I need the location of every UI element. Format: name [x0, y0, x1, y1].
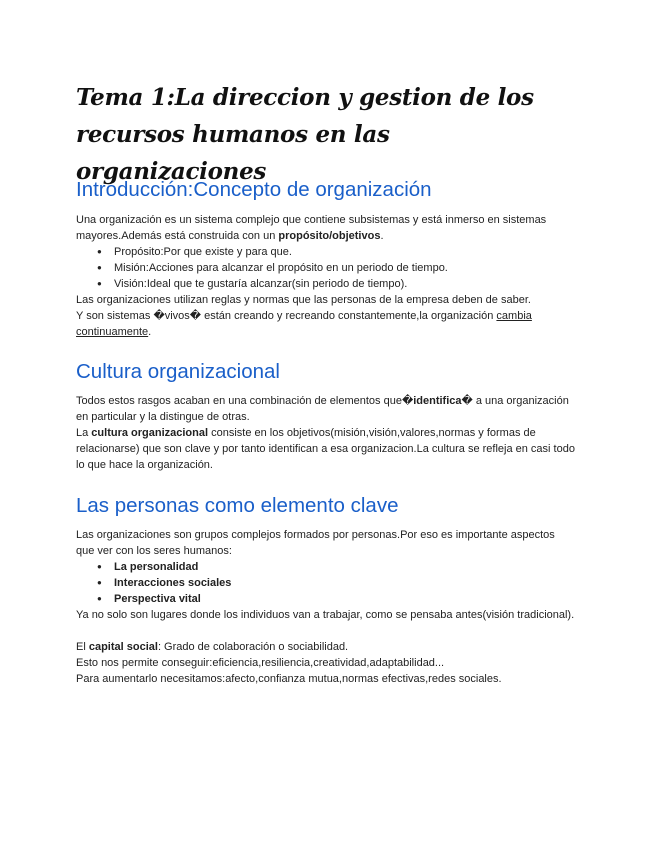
paragraph: Para aumentarlo necesitamos:afecto,confianza mutua,normas efectivas,redes sociales. — [76, 673, 502, 685]
bold-text: propósito/objetivos — [278, 230, 381, 242]
text: La — [76, 427, 92, 439]
bold-text: identifica — [413, 395, 462, 407]
document-title: Tema 1:La direccion y gestion de los recursos humanos en las organizaciones — [76, 84, 534, 185]
paragraph: Esto nos permite conseguir:eficiencia,resiliencia,creatividad,adaptabilidad... — [76, 657, 445, 669]
section-cultura — [76, 393, 576, 473]
section-personas — [76, 527, 576, 687]
underlined-text: cambia continuamente — [76, 310, 532, 338]
paragraph — [76, 393, 576, 425]
text: Todos estos rasgos acaban en una combinación de elementos que� — [76, 395, 414, 407]
bullet-list — [76, 559, 576, 607]
list-item — [114, 591, 576, 607]
paragraph — [76, 212, 576, 244]
paragraph: Las organizaciones son grupos complejos formados por personas.Por eso es importante aspectos que ver con los seres humanos: — [76, 529, 555, 557]
paragraph: Ya no solo son lugares donde los individuos van a trabajar, como se pensaba antes(visión tradicional). — [76, 609, 575, 621]
text: . — [380, 230, 384, 242]
list-item — [114, 559, 576, 575]
bold-text: La personalidad — [114, 561, 199, 573]
list-item: ● Visión:Ideal que te gustaría alcanzar(sin periodo de tiempo). — [114, 276, 576, 292]
list-item: ● Propósito:Por que existe y para que. — [114, 244, 576, 260]
text: Y son sistemas �vivos� están creando y recreando constantemente,la organización — [76, 310, 497, 322]
list-item: ● Misión:Acciones para alcanzar el propósito en un periodo de tiempo. — [114, 260, 576, 276]
bullet-list — [76, 244, 576, 292]
text: Una organización es un sistema complejo que contiene subsistemas y está inmerso en sistemas mayores.Además está construida con un — [76, 214, 547, 242]
bold-text: Interacciones sociales — [114, 577, 232, 589]
list-item — [114, 575, 576, 591]
text: consiste en los objetivos(misión,visión,valores,normas y formas de relacionarse) que son clave y por tanto identifican a esa organizacion.La cultura se refleja en casi todo lo que hace la organización. — [76, 427, 575, 471]
paragraph — [76, 308, 576, 340]
spacer — [76, 623, 576, 639]
bold-text: cultura organizacional — [91, 427, 209, 439]
section-heading-personas: Las personas como elemento clave — [76, 494, 399, 517]
text: El — [76, 641, 89, 653]
bold-text: capital social — [88, 641, 158, 653]
paragraph — [76, 639, 576, 655]
section-heading-introduccion: Introducción:Concepto de organización — [76, 178, 432, 201]
paragraph: Las organizaciones utilizan reglas y normas que las personas de la empresa deben de saber. — [76, 294, 531, 306]
text: � a una organización en particular y la distingue de otras. — [76, 395, 569, 423]
text: : Grado de colaboración o sociabilidad. — [157, 641, 349, 653]
text: . — [148, 326, 152, 338]
bold-text: Perspectiva vital — [114, 593, 201, 605]
paragraph — [76, 425, 576, 473]
section-introduccion — [76, 212, 576, 340]
section-heading-cultura: Cultura organizacional — [76, 360, 280, 383]
